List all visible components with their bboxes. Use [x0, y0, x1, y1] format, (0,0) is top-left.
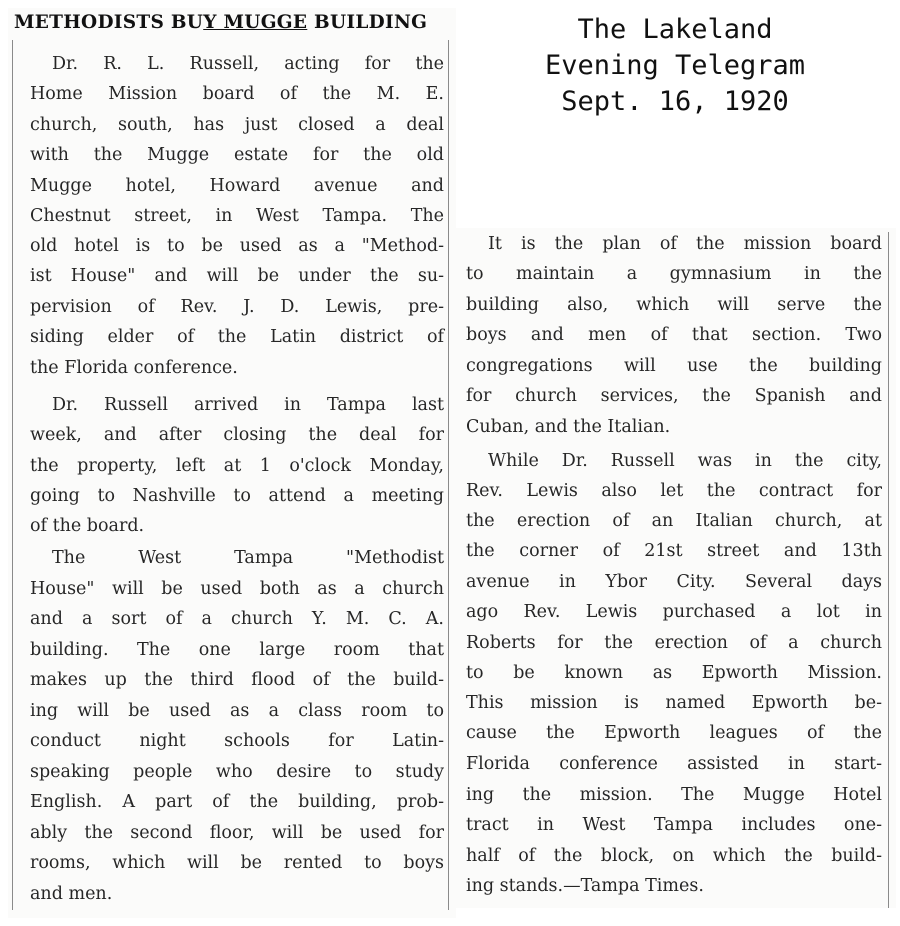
article-line: English. A part of the building, prob- — [30, 792, 444, 812]
article-headline — [14, 12, 427, 33]
article-line: and men. — [30, 884, 113, 904]
article-line: Chestnut street, in West Tampa. The — [30, 206, 444, 226]
article-line: ist House" and will be under the su- — [30, 266, 444, 286]
article-line: the property, left at 1 o'clock Monday, — [30, 456, 444, 476]
article-line: siding elder of the Latin district of — [30, 327, 444, 347]
article-line: to be known as Epworth Mission. — [466, 663, 882, 683]
article-line: Mugge hotel, Howard avenue and — [30, 176, 444, 196]
headline-part2: Y MUGGE — [203, 12, 308, 33]
article-line: the erection of an Italian church, at — [466, 511, 882, 531]
caption-newspaper-line2: Evening Telegram — [544, 50, 806, 81]
headline-part1: METHODISTS BU — [14, 12, 204, 33]
article-line: Cuban, and the Italian. — [466, 417, 671, 437]
article-line: old hotel is to be used as a "Method- — [30, 236, 444, 256]
article-line: of the board. — [30, 516, 145, 536]
article-line: Dr. Russell arrived in Tampa last — [52, 395, 444, 415]
publication-caption — [470, 12, 880, 120]
headline-part3: BUILDING — [307, 12, 428, 33]
article-line: Florida conference assisted in start- — [466, 754, 882, 774]
article-line: going to Nashville to attend a meeting — [30, 486, 444, 506]
article-line: avenue in Ybor City. Several days — [466, 572, 882, 592]
article-line: ing the mission. The Mugge Hotel — [466, 785, 882, 805]
article-line: Rev. Lewis also let the contract for — [466, 481, 882, 501]
article-line: with the Mugge estate for the old — [30, 145, 444, 165]
article-line: tract in West Tampa includes one- — [466, 815, 882, 835]
article-line: It is the plan of the mission board — [488, 234, 882, 254]
article-line: pervision of Rev. J. D. Lewis, pre- — [30, 297, 444, 317]
article-line: building also, which will serve the — [466, 295, 882, 315]
article-line: week, and after closing the deal for — [30, 425, 444, 445]
article-line: the corner of 21st street and 13th — [466, 541, 882, 561]
article-line: congregations will use the building — [466, 356, 882, 376]
center-column-rule — [448, 40, 449, 910]
article-line: Roberts for the erection of a church — [466, 633, 882, 653]
article-line: rooms, which will be rented to boys — [30, 853, 444, 873]
article-line: church, south, has just closed a deal — [30, 115, 444, 135]
article-line: ably the second floor, will be used for — [30, 823, 444, 843]
article-line: building. The one large room that — [30, 640, 444, 660]
right-column-rule — [888, 232, 889, 908]
article-line: This mission is named Epworth be- — [466, 693, 882, 713]
article-line: for church services, the Spanish and — [466, 386, 882, 406]
article-line: boys and men of that section. Two — [466, 325, 882, 345]
article-line: and a sort of a church Y. M. C. A. — [30, 609, 444, 629]
article-line: cause the Epworth leagues of the — [466, 723, 882, 743]
article-line: Dr. R. L. Russell, acting for the — [52, 54, 444, 74]
article-line: Home Mission board of the M. E. — [30, 84, 444, 104]
article-line: House" will be used both as a church — [30, 579, 444, 599]
article-line: ing will be used as a class room to — [30, 701, 444, 721]
article-line: conduct night schools for Latin- — [30, 731, 444, 751]
article-line: makes up the third flood of the build- — [30, 670, 444, 690]
article-line: ago Rev. Lewis purchased a lot in — [466, 602, 882, 622]
left-column-rule — [12, 40, 13, 910]
article-line: the Florida conference. — [30, 358, 238, 378]
article-line: half of the block, on which the build- — [466, 846, 882, 866]
caption-newspaper-line1: The Lakeland — [577, 14, 773, 45]
article-line: to maintain a gymnasium in the — [466, 264, 882, 284]
caption-date: Sept. 16, 1920 — [561, 86, 789, 117]
article-line: The West Tampa "Methodist — [52, 548, 444, 568]
article-line: ing stands.—Tampa Times. — [466, 876, 704, 896]
article-line: speaking people who desire to study — [30, 762, 444, 782]
article-line: While Dr. Russell was in the city, — [488, 451, 882, 471]
